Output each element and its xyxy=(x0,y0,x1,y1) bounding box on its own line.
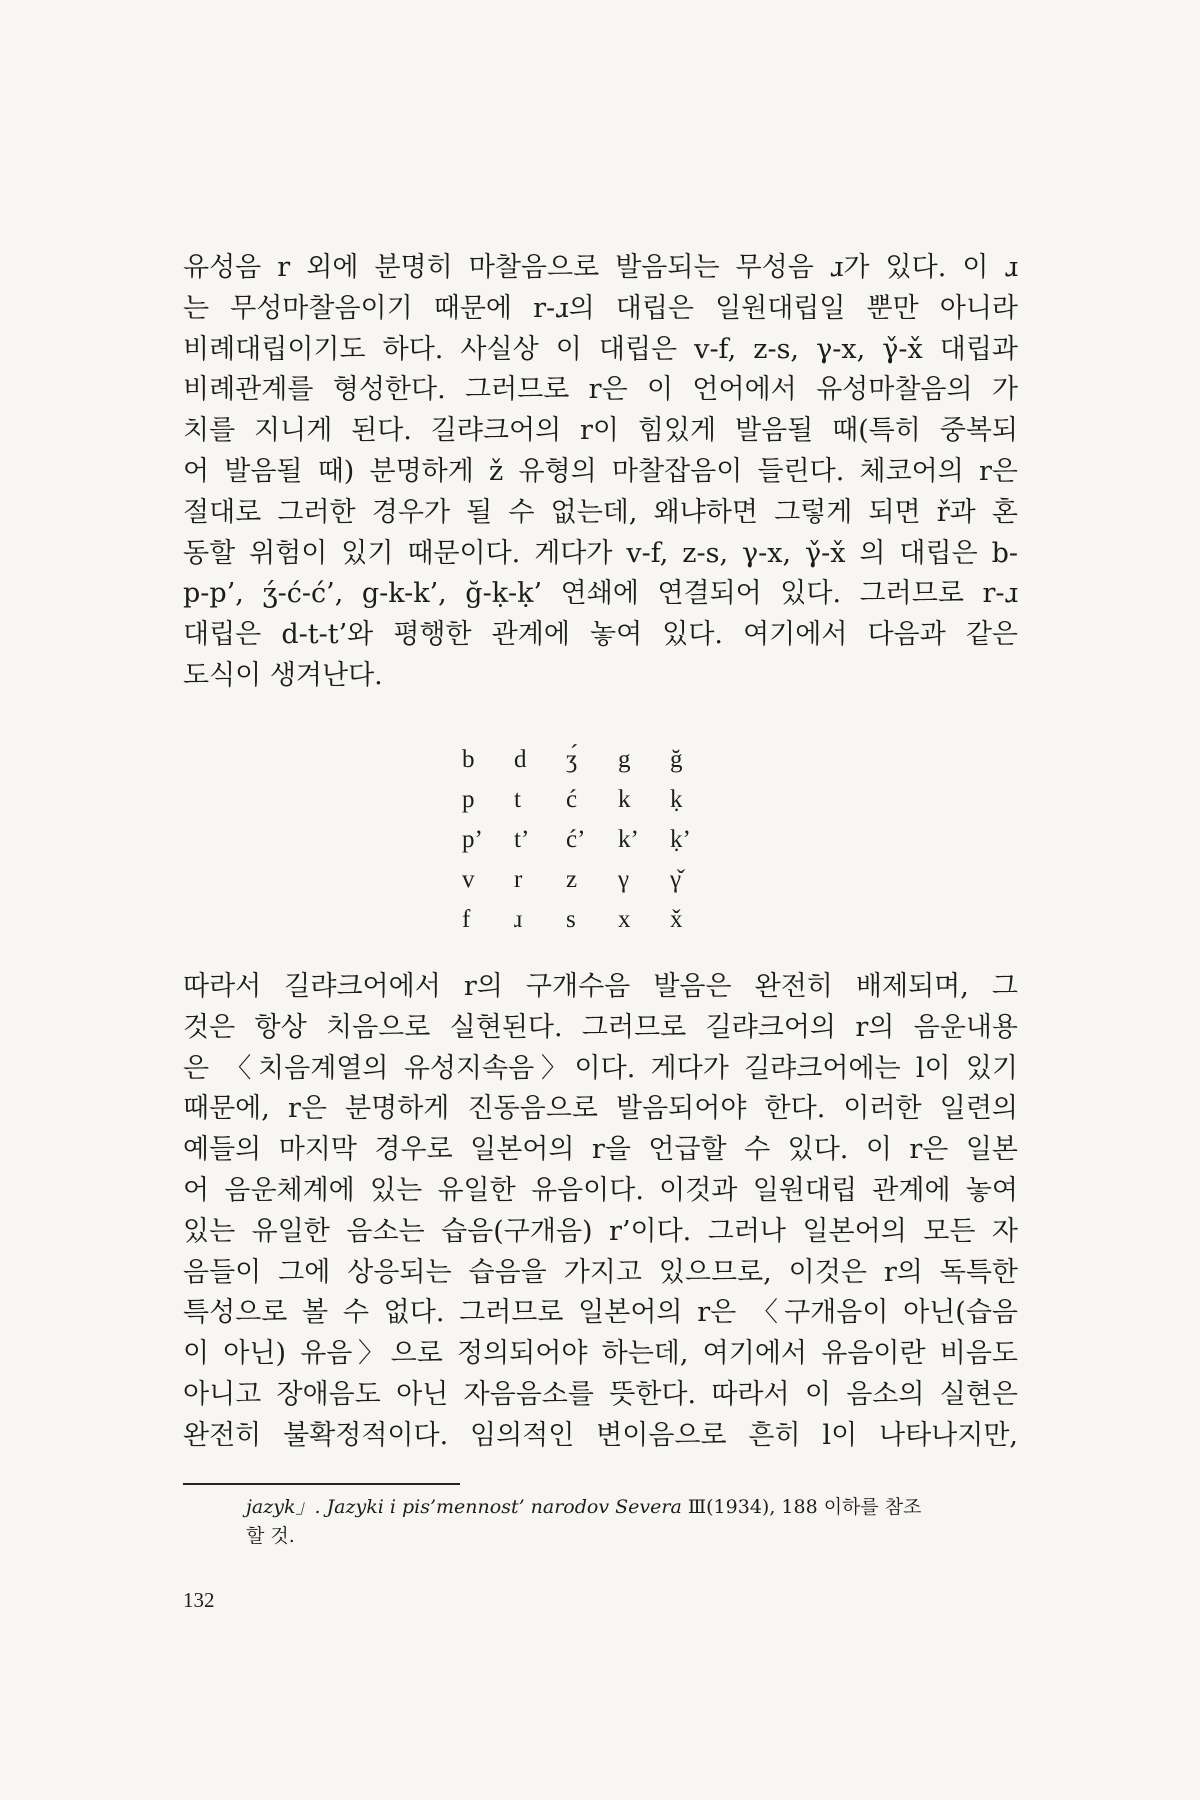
text-line: 유성음 r 외에 분명히 마찰음으로 발음되는 무성음 ɹ가 있다. 이 ɹ xyxy=(183,252,1018,283)
consonant-table xyxy=(462,740,722,940)
text-line: p-p’, ʒ́-ć-ć’, g-k-k’, ğ-ḳ-ḳ’ 연쇄에 연결되어 있다. 그러므로 r-ɹ xyxy=(183,578,1018,610)
text-line: 비례대립이기도 하다. 사실상 이 대립은 v-f, z-s, γ-x, γ̌-x̌ 대립과 xyxy=(183,333,1018,365)
text-line: 특성으로 볼 수 없다. 그러므로 일본어의 r은 〈구개음이 아닌(습음 xyxy=(183,1297,1018,1329)
table-cell: t xyxy=(514,786,521,813)
table-cell: g xyxy=(618,746,631,773)
table-row xyxy=(462,780,722,820)
footnote-rest: Ⅲ(1934), 188 이하를 참조 xyxy=(681,1496,922,1518)
footnote-prefix: jazyk」. xyxy=(246,1496,327,1518)
table-cell: b xyxy=(462,746,475,773)
text-line: 이 아닌) 유음〉으로 정의되어야 하는데, 여기에서 유음이란 비음도 xyxy=(183,1338,1018,1370)
text-line: 절대로 그러한 경우가 될 수 없는데, 왜냐하면 그렇게 되면 ř과 혼 xyxy=(183,496,1018,528)
table-cell: k xyxy=(618,786,631,813)
text-line: 음들이 그에 상응되는 습음을 가지고 있으므로, 이것은 r의 독특한 xyxy=(183,1256,1018,1288)
page-number: 132 xyxy=(183,1588,215,1612)
table-cell: s xyxy=(566,906,576,933)
table-cell: ć xyxy=(566,786,578,813)
text-line: 있는 유일한 음소는 습음(구개음) r’이다. 그러나 일본어의 모든 자 xyxy=(183,1215,1018,1247)
table-cell: k’ xyxy=(618,826,639,853)
table-row xyxy=(462,820,722,860)
table-cell: x xyxy=(618,906,631,933)
table-cell: v xyxy=(462,866,475,893)
table-cell: ɹ xyxy=(514,906,523,933)
table-cell: ʒ́ xyxy=(566,746,578,773)
table-cell: z xyxy=(566,866,578,893)
text-line: 비례관계를 형성한다. 그러므로 r은 이 언어에서 유성마찰음의 가 xyxy=(183,374,1018,406)
table-cell: p xyxy=(462,786,475,813)
text-line: 동할 위험이 있기 때문이다. 게다가 v-f, z-s, γ-x, γ̌-x̌ 의 대립은 b- xyxy=(183,537,1018,569)
text-line: 것은 항상 치음으로 실현된다. 그러므로 길랴크어의 r의 음운내용 xyxy=(183,1011,1018,1043)
table-cell: ḳ xyxy=(670,786,683,813)
table-cell: d xyxy=(514,746,527,773)
paragraph-2 xyxy=(183,967,1018,1457)
table-row xyxy=(462,860,722,900)
text-line: 도식이 생겨난다. xyxy=(183,659,383,691)
text-line: 은 〈치음계열의 유성지속음〉이다. 게다가 길랴크어에는 l이 있기 xyxy=(183,1052,1018,1084)
table-cell: ḳ’ xyxy=(670,826,691,853)
table-row xyxy=(462,740,722,780)
text-line: 완전히 불확정적이다. 임의적인 변이음으로 흔히 l이 나타나지만, xyxy=(183,1419,1018,1451)
text-line: 예들의 마지막 경우로 일본어의 r을 언급할 수 있다. 이 r은 일본 xyxy=(183,1134,1018,1166)
text-line: 는 무성마찰음이기 때문에 r-ɹ의 대립은 일원대립일 뿐만 아니라 xyxy=(183,292,1018,324)
text-line: 어 음운체계에 있는 유일한 유음이다. 이것과 일원대립 관계에 놓여 xyxy=(183,1174,1018,1206)
table-row xyxy=(462,900,722,940)
table-cell: γ̌ xyxy=(670,866,682,893)
text-line: 아니고 장애음도 아닌 자음음소를 뜻한다. 따라서 이 음소의 실현은 xyxy=(183,1378,1018,1410)
table-cell: p’ xyxy=(462,826,483,853)
table-cell: r xyxy=(514,866,523,893)
text-line: 어 발음될 때) 분명하게 ž 유형의 마찰잡음이 들린다. 체코어의 r은 xyxy=(183,455,1018,487)
footnote-line2: 할 것. xyxy=(246,1525,295,1547)
text-line: 대립은 d-t-t’와 평행한 관계에 놓여 있다. 여기에서 다음과 같은 xyxy=(183,619,1018,651)
table-cell: x̌ xyxy=(670,906,683,933)
table-cell: t’ xyxy=(514,826,530,853)
text-line: 따라서 길랴크어에서 r의 구개수음 발음은 완전히 배제되며, 그 xyxy=(183,971,1018,1002)
text-line: 치를 지니게 된다. 길랴크어의 r이 힘있게 발음될 때(특히 중복되 xyxy=(183,415,1018,447)
text-line: 때문에, r은 분명하게 진동음으로 발음되어야 한다. 이러한 일련의 xyxy=(183,1093,1018,1125)
table-cell: ć’ xyxy=(566,826,586,853)
footnote-title: Jazyki i pis’mennost’ narodov Severa xyxy=(326,1496,682,1518)
table-cell: ğ xyxy=(670,746,683,773)
table-cell: f xyxy=(462,906,471,933)
footnote-divider xyxy=(183,1483,460,1485)
footnote xyxy=(246,1493,1018,1551)
table-cell: γ xyxy=(618,866,630,893)
paragraph-1 xyxy=(183,248,1018,697)
